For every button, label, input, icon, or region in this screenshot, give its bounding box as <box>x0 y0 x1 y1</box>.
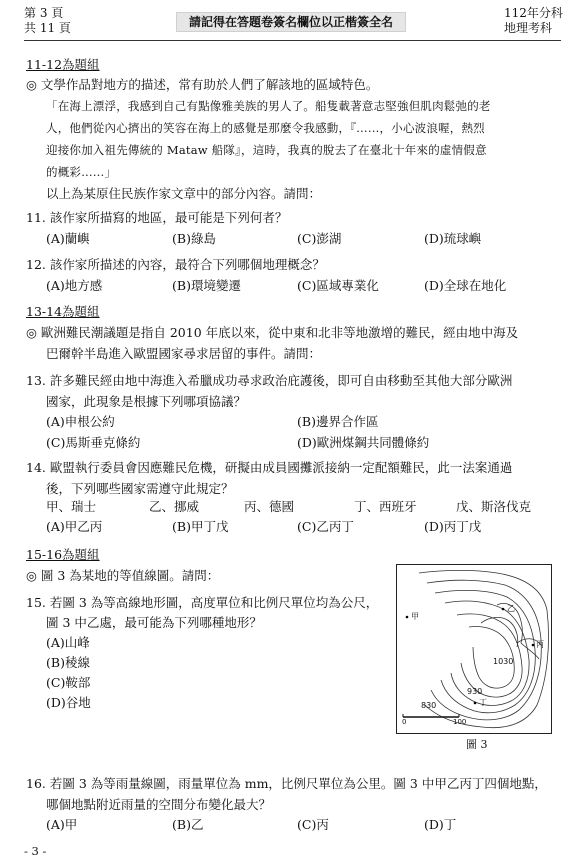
exam-year: 112年分科 <box>504 6 563 20</box>
q14-option-a[interactable]: (A)甲乙丙 <box>46 519 103 534</box>
q14-choice-ding: 丁、西班牙 <box>354 499 417 514</box>
q13-option-a[interactable]: (A)申根公約 <box>46 414 115 429</box>
q16-option-b[interactable]: (B)乙 <box>172 817 204 832</box>
q14-stem-line-2: 後，下列哪些國家需遵守此規定？ <box>46 481 234 496</box>
signature-notice: 請記得在答題卷簽名欄位以正楷簽全名 <box>176 12 406 32</box>
contour-spur <box>497 603 539 659</box>
q11-stem: 11. 該作家所描寫的地區，最可能是下列何者？ <box>26 210 288 225</box>
quote-line-1: 「在海上漂浮，我感到自己有點像雅美族的男人了。船隻載著意志堅強但肌肉鬆弛的老 <box>46 99 491 113</box>
group-title-13-14: 13-14為題組 <box>26 304 100 319</box>
quote-line-2: 人，他們從內心擠出的笑容在海上的感覺是那麼令我感動，『……，小心波浪喔，熱烈 <box>46 121 485 135</box>
group1-intro: ◎ 文學作品對地方的描述，常有助於人們了解該地的區域特色。 <box>26 77 379 92</box>
point-bing-label: 丙 <box>536 640 544 649</box>
q12-option-a[interactable]: (A)地方感 <box>46 278 103 293</box>
q14-option-b[interactable]: (B)甲丁戊 <box>172 519 229 534</box>
q12-option-b[interactable]: (B)環境變遷 <box>172 278 241 293</box>
contour-label-930: 930 <box>467 687 483 696</box>
page-footer: - 3 - <box>24 844 47 858</box>
q16-stem-line-2: 哪個地點附近雨量的空間分布變化最大？ <box>46 797 272 812</box>
q15-option-a[interactable]: (A)山峰 <box>46 635 90 650</box>
q16-option-a[interactable]: (A)甲 <box>46 817 78 832</box>
q16-stem-line-1: 16. 若圖 3 為等雨量線圖，雨量單位為 mm，比例尺單位為公里。圖 3 中甲乙丙丁四個地點， <box>26 776 547 791</box>
q15-option-c[interactable]: (C)鞍部 <box>46 675 91 690</box>
q15-option-d[interactable]: (D)谷地 <box>46 695 91 710</box>
q15-stem-line-2: 圖 3 中乙處，最可能為下列哪種地形？ <box>46 615 262 630</box>
q16-option-d[interactable]: (D)丁 <box>424 817 457 832</box>
q13-stem-line-1: 13. 許多難民經由地中海進入希臘成功尋求政治庇護後，即可自由移動至其他大部分歐洲 <box>26 373 513 388</box>
q11-option-d[interactable]: (D)琉球嶼 <box>424 231 482 246</box>
q14-choice-yi: 乙、挪威 <box>149 499 200 514</box>
q13-option-d[interactable]: (D)歐洲煤鋼共同體條約 <box>297 435 430 450</box>
q13-stem-line-2: 國家，此現象是根據下列哪項協議？ <box>46 394 247 409</box>
group1-after: 以上為某原住民族作家文章中的部分內容。請問： <box>46 186 322 201</box>
q15-option-b[interactable]: (B)稜線 <box>46 655 90 670</box>
group3-intro: ◎ 圖 3 為某地的等值線圖。請問： <box>26 568 220 583</box>
point-ding-label: 丁 <box>479 698 487 707</box>
contour-label-830: 830 <box>421 701 437 710</box>
scale-label-hundred: 100 <box>453 718 467 726</box>
q14-choice-jia: 甲、瑞士 <box>46 499 97 514</box>
group-title-11-12: 11-12為題組 <box>26 57 100 72</box>
contour-3 <box>435 590 535 712</box>
quote-line-4: 的概彩……」 <box>46 165 117 179</box>
q11-option-b[interactable]: (B)綠島 <box>172 231 216 246</box>
q12-option-c[interactable]: (C)區域專業化 <box>297 278 379 293</box>
figure-3-contour-map <box>396 564 552 734</box>
q12-option-d[interactable]: (D)全球在地化 <box>424 278 507 293</box>
q14-option-d[interactable]: (D)丙丁戊 <box>424 519 482 534</box>
q14-stem-line-1: 14. 歐盟執行委員會因應難民危機，研擬由成員國攤派接納一定配額難民，此一法案通過 <box>26 460 513 475</box>
q12-stem: 12. 該作家所描述的內容，最符合下列哪個地理概念？ <box>26 257 325 272</box>
contour-4 <box>445 601 529 705</box>
contour-5 <box>457 614 522 697</box>
point-ding-marker <box>474 702 477 705</box>
group2-intro-line-2: 巴爾幹半島進入歐盟國家尋求居留的事件。請問： <box>46 346 322 361</box>
q14-choice-wu: 戊、斯洛伐克 <box>456 499 532 514</box>
scale-label-zero: 0 <box>402 718 407 726</box>
q14-option-c[interactable]: (C)乙丙丁 <box>297 519 354 534</box>
quote-line-3: 迎接你加入祖先傳統的 Mataw 船隊』，這時，我真的脫去了在臺北十年來的虛情假意 <box>46 143 487 157</box>
point-jia-label: 甲 <box>411 612 419 621</box>
q14-choice-bing: 丙、德國 <box>244 499 295 514</box>
q16-option-c[interactable]: (C)丙 <box>297 817 329 832</box>
contour-ridge-top <box>481 617 518 647</box>
q15-stem-line-1: 15. 若圖 3 為等高線地形圖，高度單位和比例尺單位均為公尺， <box>26 595 379 610</box>
point-jia-marker <box>406 616 409 619</box>
q13-option-c[interactable]: (C)馬斯垂克條約 <box>46 435 141 450</box>
page-number: 第 3 頁 <box>24 6 64 20</box>
q11-option-a[interactable]: (A)蘭嶼 <box>46 231 90 246</box>
group-title-15-16: 15-16為題組 <box>26 547 100 562</box>
group2-intro-line-1: ◎ 歐洲難民潮議題是指自 2010 年底以來，從中東和北非等地激增的難民，經由地中海及 <box>26 325 519 340</box>
header-rule <box>24 40 561 41</box>
q11-option-c[interactable]: (C)澎湖 <box>297 231 342 246</box>
point-yi-marker <box>502 608 505 611</box>
exam-subject: 地理考科 <box>504 21 553 35</box>
contour-label-1030: 1030 <box>493 657 514 666</box>
figure-3-caption: 圖 3 <box>466 738 488 751</box>
point-bing-marker <box>532 644 535 647</box>
page-total: 共 11 頁 <box>24 21 71 35</box>
point-yi-label: 乙 <box>507 604 515 613</box>
q13-option-b[interactable]: (B)邊界合作區 <box>297 414 379 429</box>
